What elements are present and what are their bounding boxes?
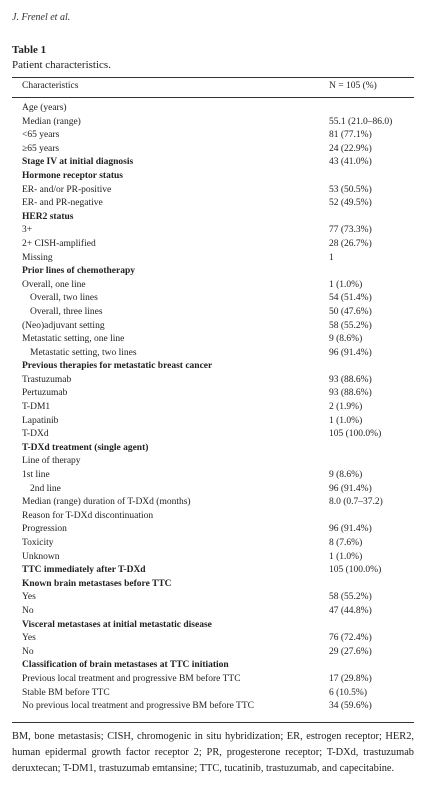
table-row (12, 578, 414, 592)
table-row (12, 591, 414, 605)
row-value: 24 (22.9%) (329, 143, 372, 154)
table-row (12, 197, 414, 211)
table-row (12, 483, 414, 497)
table-row (12, 306, 414, 320)
table-row (12, 252, 414, 266)
row-label: Median (range) (22, 116, 81, 127)
table-row (12, 442, 414, 456)
row-label: ≥65 years (22, 143, 60, 154)
row-label: Missing (22, 252, 53, 263)
table-row (12, 401, 414, 415)
header-count: N = 105 (%) (329, 81, 377, 91)
row-value: 1 (329, 252, 334, 263)
row-label: Toxicity (22, 538, 54, 548)
row-label: Stable BM before TTC (22, 687, 110, 698)
table-row (12, 619, 414, 633)
row-label: <65 years (22, 130, 60, 141)
row-value: 96 (91.4%) (329, 524, 372, 535)
table-header-rule (12, 97, 414, 98)
row-value: 28 (26.7%) (329, 238, 372, 249)
row-value: 93 (88.6%) (329, 388, 372, 399)
table-row (12, 129, 414, 143)
table-caption: Patient characteristics. (12, 59, 111, 71)
row-label: Progression (22, 524, 67, 535)
table-row (12, 224, 414, 238)
row-label: Line of therapy (22, 456, 81, 467)
table-row (12, 523, 414, 537)
table-row (12, 564, 414, 578)
table-row (12, 347, 414, 361)
row-value: 76 (72.4%) (329, 633, 372, 644)
row-value: 53 (50.5%) (329, 184, 372, 195)
table-row (12, 455, 414, 469)
row-value: 105 (100.0%) (329, 565, 382, 576)
row-value: 29 (27.6%) (329, 646, 372, 657)
table-row (12, 496, 414, 510)
row-label: Median (range) duration of T-DXd (months) (22, 497, 191, 508)
row-label: Metastatic setting, one line (22, 334, 125, 345)
table-label: Table 1 (12, 44, 47, 56)
table-bottom-rule (12, 722, 414, 723)
row-label: T-DM1 (22, 402, 51, 413)
table-top-rule (12, 77, 414, 78)
row-label: No (22, 646, 34, 657)
table-row (12, 469, 414, 483)
row-label: Age (years) (22, 103, 67, 113)
row-value: 52 (49.5%) (329, 198, 372, 209)
row-value: 58 (55.2%) (329, 320, 372, 331)
table-row (12, 551, 414, 565)
row-label: 3+ (22, 225, 33, 236)
row-label: Metastatic setting, two lines (30, 347, 137, 358)
table-row (12, 279, 414, 293)
row-value: 8 (7.6%) (329, 538, 363, 548)
row-label: Previous local treatment and progressive BM before TTC (22, 673, 241, 684)
row-label: Hormone receptor status (22, 170, 123, 181)
row-value: 1 (1.0%) (329, 551, 363, 562)
row-label: Yes (22, 592, 36, 603)
row-label: Lapatinib (22, 415, 59, 426)
row-value: 81 (77.1%) (329, 130, 372, 141)
row-value: 6 (10.5%) (329, 687, 367, 698)
row-value: 8.0 (0.7–37.2) (329, 497, 383, 508)
row-value: 77 (73.3%) (329, 225, 372, 236)
row-label: 2nd line (30, 483, 61, 494)
row-label: Unknown (22, 551, 60, 562)
row-value: 58 (55.2%) (329, 592, 372, 603)
table-row (12, 428, 414, 442)
table-row (12, 211, 414, 225)
table-row (12, 238, 414, 252)
table-row (12, 265, 414, 279)
row-label: Stage IV at initial diagnosis (22, 157, 134, 168)
table-row (12, 102, 414, 116)
row-label: Overall, two lines (30, 293, 98, 304)
row-label: Visceral metastases at initial metastatic disease (22, 619, 212, 630)
table-row (12, 156, 414, 170)
table-row (12, 415, 414, 429)
row-value: 1 (1.0%) (329, 279, 363, 290)
row-label: Trastuzumab (22, 374, 72, 385)
row-value: 2 (1.9%) (329, 402, 363, 413)
row-label: Previous therapies for metastatic breast cancer (22, 361, 213, 372)
table-row (12, 646, 414, 660)
row-label: Prior lines of chemotherapy (22, 266, 136, 277)
row-value: 17 (29.8%) (329, 673, 372, 684)
row-label: (Neo)adjuvant setting (22, 320, 105, 331)
row-label: T-DXd (22, 429, 49, 440)
table-row (12, 387, 414, 401)
table-row (12, 632, 414, 646)
table-body (12, 102, 414, 714)
table-row (12, 537, 414, 551)
row-value: 54 (51.4%) (329, 293, 372, 304)
table-row (12, 116, 414, 130)
row-label: Known brain metastases before TTC (22, 578, 172, 589)
table-row (12, 320, 414, 334)
row-label: Yes (22, 633, 36, 644)
row-label: 2+ CISH-amplified (22, 238, 96, 249)
running-head: J. Frenel et al. (12, 12, 71, 23)
header-characteristics: Characteristics (22, 81, 79, 91)
row-label: Overall, one line (22, 279, 86, 290)
row-value: 50 (47.6%) (329, 306, 372, 317)
table-footnote: BM, bone metastasis; CISH, chromogenic in situ hybridization; ER, estrogen receptor; HER2, human epidermal growth factor receptor 2; PR, progesterone receptor; T-DXd, trastuzumab deruxtecan; T-DM1, trastuzumab emtansine; TTC, tucatinib, trastuzumab, and capecitabine. (12, 731, 414, 774)
row-label: Pertuzumab (22, 388, 68, 399)
row-label: TTC immediately after T-DXd (22, 565, 146, 576)
table-row (12, 673, 414, 687)
row-value: 96 (91.4%) (329, 347, 372, 358)
row-value: 47 (44.8%) (329, 605, 372, 616)
table-row (12, 143, 414, 157)
table-row (12, 605, 414, 619)
table-row (12, 374, 414, 388)
table-row (12, 292, 414, 306)
table-row (12, 659, 414, 673)
row-value: 1 (1.0%) (329, 415, 363, 426)
row-value: 43 (41.0%) (329, 157, 372, 168)
row-label: No previous local treatment and progressive BM before TTC (22, 701, 254, 712)
table-row (12, 700, 414, 714)
row-label: ER- and/or PR-positive (22, 184, 112, 195)
table-row (12, 333, 414, 347)
table-row (12, 687, 414, 701)
row-value: 34 (59.6%) (329, 701, 372, 712)
row-value: 93 (88.6%) (329, 374, 372, 385)
row-label: Classification of brain metastases at TTC initiation (22, 660, 229, 671)
row-label: 1st line (22, 470, 50, 481)
row-label: HER2 status (22, 211, 74, 222)
table-row (12, 170, 414, 184)
table-row (12, 184, 414, 198)
row-label: ER- and PR-negative (22, 198, 103, 209)
table-row (12, 360, 414, 374)
row-value: 105 (100.0%) (329, 429, 382, 440)
row-value: 9 (8.6%) (329, 470, 363, 481)
table-row (12, 510, 414, 524)
row-value: 9 (8.6%) (329, 334, 363, 345)
row-value: 55.1 (21.0–86.0) (329, 116, 393, 127)
row-label: Overall, three lines (30, 306, 103, 317)
row-label: Reason for T-DXd discontinuation (22, 510, 154, 521)
table-header (12, 81, 414, 95)
row-label: T-DXd treatment (single agent) (22, 442, 149, 453)
row-label: No (22, 605, 34, 616)
row-value: 96 (91.4%) (329, 483, 372, 494)
